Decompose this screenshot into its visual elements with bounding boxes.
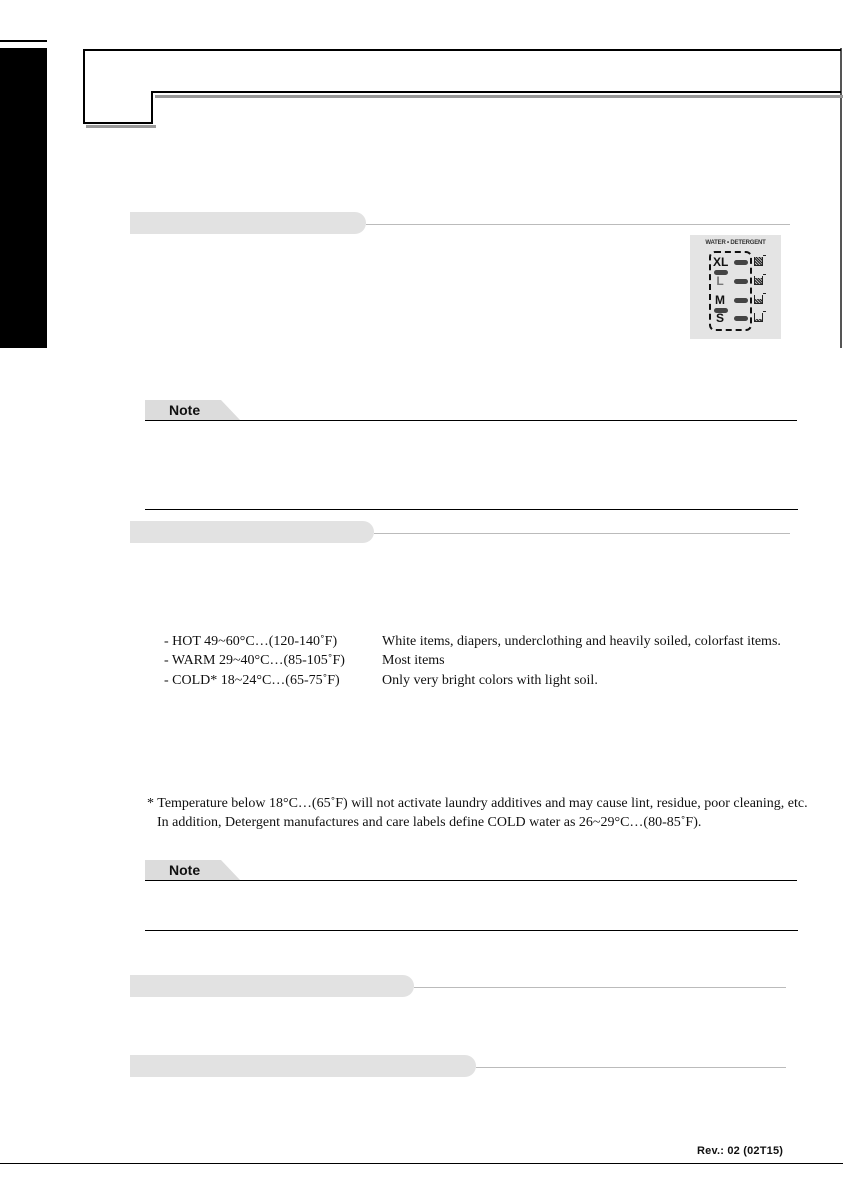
side-tab (0, 48, 47, 348)
temp-setting-hot: - HOT 49~60°C…(120-140˚F) (164, 634, 338, 649)
indicator-right-s (734, 316, 748, 321)
note-1-bottom-rule (145, 509, 798, 510)
tub-icon-m (754, 295, 763, 304)
section-header-3 (130, 975, 414, 997)
panel-row-xl (690, 255, 781, 271)
temp-setting-warm: - WARM 29~40°C…(85-105˚F) (164, 653, 345, 668)
indicator-right-xl (734, 260, 748, 265)
temp-use-hot: White items, diapers, underclothing and heavily soiled, colorfast items. (382, 634, 781, 649)
panel-header: WATER • DETERGENT (705, 240, 766, 246)
temp-use-warm: Most items (382, 653, 445, 668)
note-rule-2 (145, 880, 797, 881)
title-frame (83, 49, 843, 124)
section-header-3-line (414, 987, 786, 988)
water-detergent-panel (690, 235, 781, 339)
side-tab-rule (0, 40, 47, 42)
note-2-bottom-rule (145, 930, 798, 931)
tub-icon-s (754, 313, 763, 322)
size-label-s: S (715, 311, 724, 325)
title-box-bottom (83, 122, 153, 124)
title-box-border (83, 49, 841, 124)
tub-icon-l (754, 276, 763, 285)
tub-icon-xl (754, 257, 763, 266)
title-box-shadow-small (86, 125, 156, 128)
section-header-2 (130, 521, 374, 543)
footnote-line-1: * Temperature below 18°C…(65˚F) will not activate laundry additives and may cause lint, residue, poor cleaning, etc. (147, 796, 808, 811)
section-header-4-line (476, 1067, 786, 1068)
revision-label: Rev.: 02 (02T15) (697, 1145, 784, 1157)
section-header-1 (130, 212, 366, 234)
footer-rule (0, 1163, 843, 1164)
size-label-m: M (715, 293, 725, 307)
note-bar-2 (145, 860, 797, 880)
size-label-xl: XL (713, 255, 729, 269)
note-rule-1 (145, 420, 797, 421)
panel-row-s (690, 311, 781, 327)
title-box-inner-vertical (151, 91, 153, 124)
note-label-2: Note (169, 862, 201, 878)
section-header-1-line (366, 224, 790, 225)
size-label-l: L (716, 274, 724, 288)
title-box-inner-horizontal (151, 91, 841, 93)
panel-row-l (690, 274, 781, 290)
note-bar-1 (145, 400, 797, 420)
temp-setting-cold: - COLD* 18~24°C…(65-75˚F) (164, 673, 340, 688)
section-header-4 (130, 1055, 476, 1077)
panel-row-m (690, 293, 781, 309)
note-label-1: Note (169, 402, 201, 418)
footnote-line-2: In addition, Detergent manufactures and care labels define COLD water as 26~29°C…(80-85˚F). (157, 815, 702, 830)
section-header-2-line (374, 533, 790, 534)
temp-use-cold: Only very bright colors with light soil. (382, 673, 598, 688)
indicator-right-m (734, 298, 748, 303)
title-box-shadow (155, 95, 843, 98)
indicator-right-l (734, 279, 748, 284)
